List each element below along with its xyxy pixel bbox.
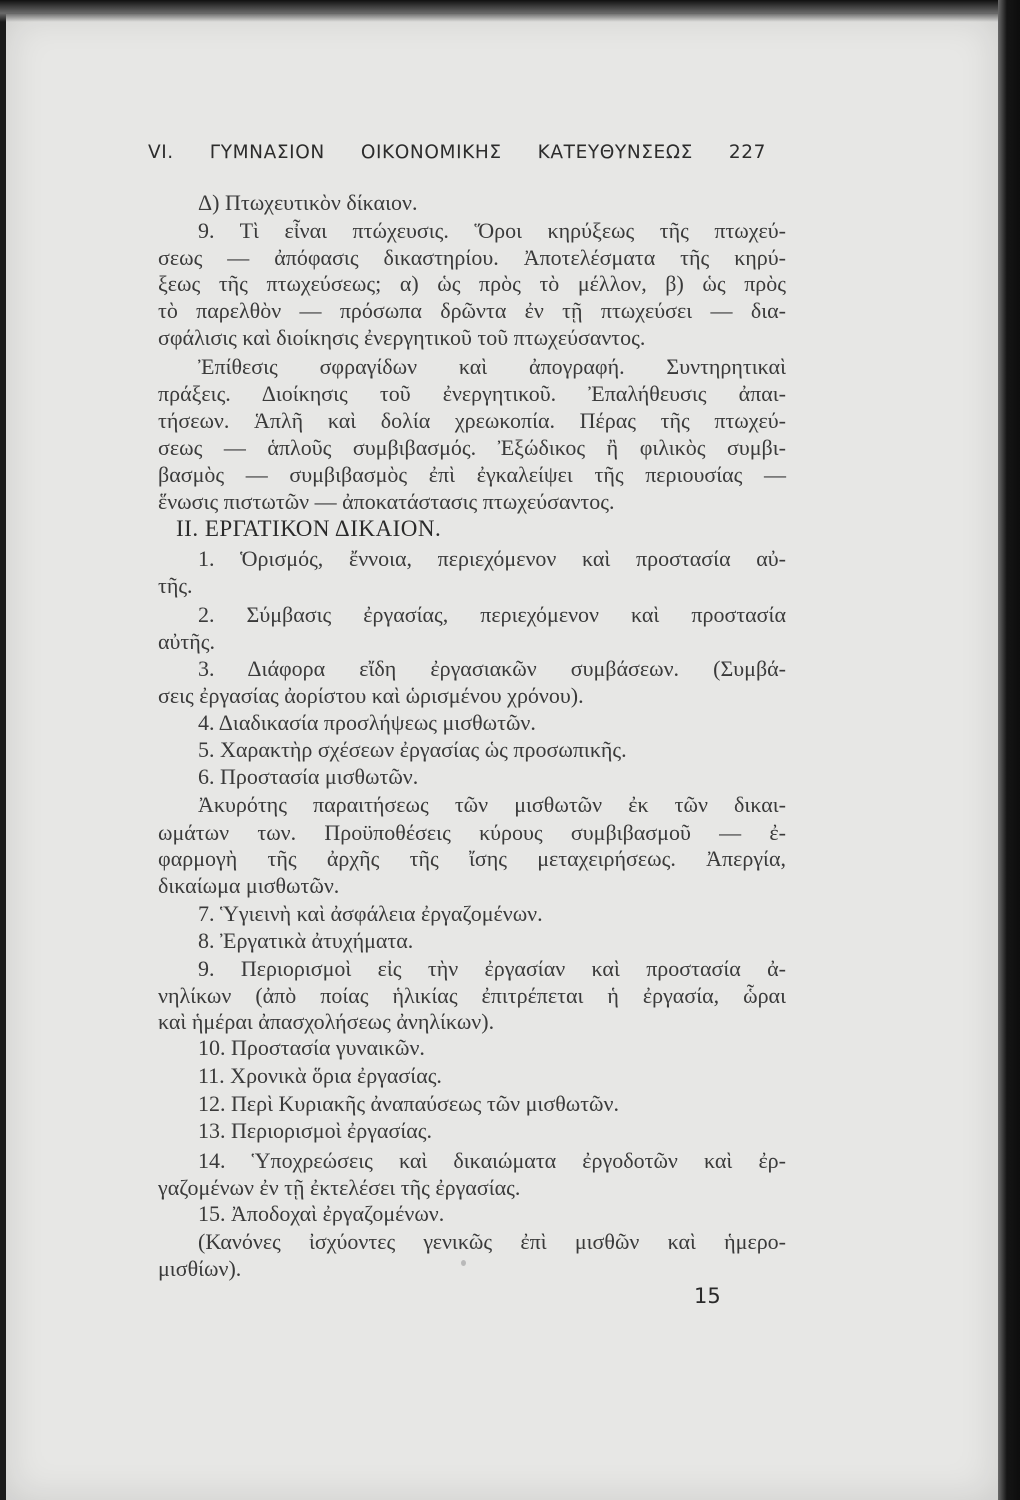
text-line: ξεως τῆς πτωχεύσεως; α) ὡς πρὸς τὸ μέλλον, β) ὡς πρὸς	[158, 271, 786, 296]
text-line: 9. Τὶ εἶναι πτώχευσις. Ὅροι κηρύξεως τῆς πτωχεύ-	[198, 218, 786, 243]
text-line: 5. Χαρακτὴρ σχέσεων ἐργασίας ὡς προσωπικῆς.	[198, 737, 627, 762]
text-line: Ἀκυρότης παραιτήσεως τῶν μισθωτῶν ἐκ τῶν δικαι-	[198, 792, 786, 817]
text-line: 9. Περιορισμοὶ εἰς τὴν ἐργασίαν καὶ προστασία ἀ-	[198, 956, 786, 981]
text-line: βασμὸς — συμβιβασμὸς ἐπὶ ἐγκαλείψει τῆς περιουσίας —	[158, 462, 786, 487]
text-line: 1. Ὁρισμός, ἔννοια, περιεχόμενον καὶ προστασία αὐ-	[198, 546, 786, 571]
ink-speck	[461, 1260, 466, 1266]
text-line: σεις ἐργασίας ἀορίστου καὶ ὡρισμένου χρόνου).	[158, 683, 584, 708]
text-line: 11. Χρονικὰ ὅρια ἐργασίας.	[198, 1063, 442, 1088]
text-line: πράξεις. Διοίκησις τοῦ ἐνεργητικοῦ. Ἐπαλήθευσις ἀπαι-	[158, 381, 786, 406]
text-line: φαρμογὴ τῆς ἀρχῆς τῆς ἴσης μεταχειρήσεως. Ἀπεργία,	[158, 846, 786, 871]
text-line: τήσεων. Ἁπλῆ καὶ δολία χρεωκοπία. Πέρας τῆς πτωχεύ-	[158, 408, 786, 433]
text-line: 10. Προστασία γυναικῶν.	[198, 1035, 425, 1060]
text-line: σεως — ἀπόφασις δικαστηρίου. Ἀποτελέσματα τῆς κηρύ-	[158, 245, 786, 270]
text-line: γαζομένων ἐν τῇ ἐκτελέσει τῆς ἐργασίας.	[158, 1175, 521, 1200]
text-line: 8. Ἐργατικὰ ἀτυχήματα.	[198, 928, 414, 953]
text-line: ωμάτων των. Προϋποθέσεις κύρους συμβιβασμοῦ — ἐ-	[158, 820, 786, 845]
text-line: Ἐπίθεσις σφραγίδων καὶ ἀπογραφή. Συντηρητικαὶ	[198, 354, 786, 379]
text-line: δικαίωμα μισθωτῶν.	[158, 873, 340, 898]
text-line: 2. Σύμβασις ἐργασίας, περιεχόμενον καὶ προστασία	[198, 602, 786, 627]
text-line: 3. Διάφορα εἴδη ἐργασιακῶν συμβάσεων. (Συμβά-	[198, 656, 786, 681]
text-line: σεως — ἁπλοῦς συμβιβασμός. Ἐξώδικος ἢ φιλικὸς συμβι-	[158, 435, 786, 460]
scan-top-edge	[0, 0, 1020, 22]
page-number: 15	[694, 1284, 721, 1308]
text-line: νηλίκων (ἀπὸ ποίας ἡλικίας ἐπιτρέπεται ἡ ἐργασία, ὧραι	[158, 983, 786, 1008]
text-line: ἕνωσις πιστωτῶν — ἀποκατάστασις πτωχεύσαντος.	[158, 489, 615, 514]
text-line: σφάλισις καὶ διοίκησις ἐνεργητικοῦ τοῦ πτωχεύσαντος.	[158, 325, 646, 350]
text-line: 15. Ἀποδοχαὶ ἐργαζομένων.	[198, 1201, 445, 1226]
text-line: 13. Περιορισμοὶ ἐργασίας.	[198, 1118, 432, 1143]
text-line: καὶ ἡμέραι ἀπασχολήσεως ἀνηλίκων).	[158, 1009, 495, 1034]
text-line: τὸ παρελθὸν — πρόσωπα δρῶντα ἐν τῇ πτωχεύσει — δια-	[158, 298, 786, 323]
text-line: (Κανόνες ἰσχύοντες γενικῶς ἐπὶ μισθῶν καὶ ἡμερο-	[198, 1229, 786, 1254]
scan-right-edge	[998, 0, 1020, 1500]
running-header: VI. ΓΥΜΝΑΣΙΟΝ ΟΙΚΟΝΟΜΙΚΗΣ ΚΑΤΕΥΘΥΝΣΕΩΣ 227	[148, 142, 766, 163]
text-line: 7. Ὑγιεινὴ καὶ ἀσφάλεια ἐργαζομένων.	[198, 901, 543, 926]
text-line: 12. Περὶ Κυριακῆς ἀναπαύσεως τῶν μισθωτῶν.	[198, 1091, 619, 1116]
text-line: αὐτῆς.	[158, 629, 215, 654]
text-line: 6. Προστασία μισθωτῶν.	[198, 764, 419, 789]
text-line: 4. Διαδικασία προσλήψεως μισθωτῶν.	[198, 710, 536, 735]
section-heading: ΙΙ. ΕΡΓΑΤΙΚΟΝ ΔΙΚΑΙΟΝ.	[176, 516, 442, 541]
text-line: 14. Ὑποχρεώσεις καὶ δικαιώματα ἐργοδοτῶν καὶ ἐρ-	[198, 1148, 786, 1173]
text-line: μισθίων).	[158, 1256, 242, 1281]
text-line: τῆς.	[158, 573, 193, 598]
text-line: Δ) Πτωχευτικὸν δίκαιον.	[198, 190, 418, 215]
